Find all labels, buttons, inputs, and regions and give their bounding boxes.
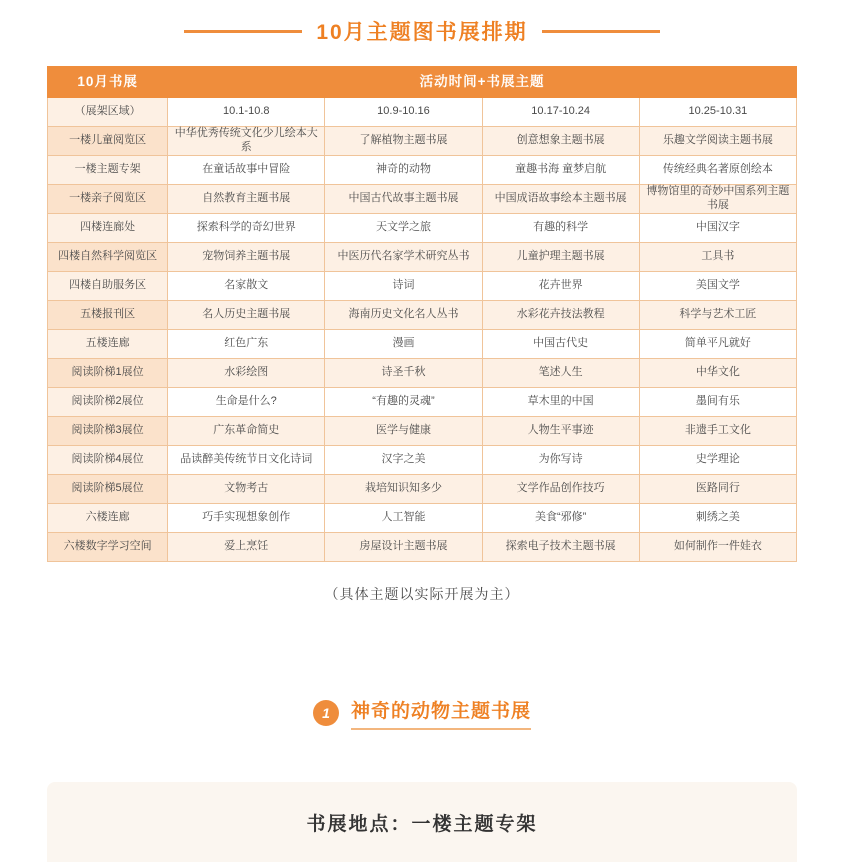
table-cell: 中华文化 xyxy=(639,359,796,388)
table-cell: 简单平凡就好 xyxy=(639,330,796,359)
table-cell: 为你写诗 xyxy=(482,446,639,475)
table-row-area: 四楼连廊处 xyxy=(48,214,168,243)
table-cell: 生命是什么? xyxy=(168,388,325,417)
table-subheader-date-0: 10.1-10.8 xyxy=(168,98,325,127)
table-cell: 诗词 xyxy=(325,272,482,301)
table-row xyxy=(48,446,797,475)
table-cell: 文物考古 xyxy=(168,475,325,504)
table-cell: 文学作品创作技巧 xyxy=(482,475,639,504)
section-badge: 1 xyxy=(313,700,339,726)
table-cell: 传统经典名著原创绘本 xyxy=(639,156,796,185)
schedule-table-wrapper xyxy=(47,66,797,562)
table-cell: 宠物饲养主题书展 xyxy=(168,243,325,272)
section-title: 神奇的动物主题书展 xyxy=(350,701,531,722)
table-cell: 中国古代史 xyxy=(482,330,639,359)
table-subheader-date-1: 10.9-10.16 xyxy=(325,98,482,127)
table-cell: 墨间有乐 xyxy=(639,388,796,417)
table-row xyxy=(48,243,797,272)
table-subheader-date-3: 10.25-10.31 xyxy=(639,98,796,127)
table-cell: 天文学之旅 xyxy=(325,214,482,243)
table-cell: 非遗手工文化 xyxy=(639,417,796,446)
table-row-area: 五楼报刊区 xyxy=(48,301,168,330)
table-subheader-row xyxy=(48,98,797,127)
table-cell: 童趣书海 童梦启航 xyxy=(482,156,639,185)
table-cell: 在童话故事中冒险 xyxy=(168,156,325,185)
table-cell: 科学与艺术工匠 xyxy=(639,301,796,330)
table-cell: 诗圣千秋 xyxy=(325,359,482,388)
table-row xyxy=(48,359,797,388)
table-cell: 花卉世界 xyxy=(482,272,639,301)
table-row xyxy=(48,214,797,243)
table-subheader-area: （展架区域） xyxy=(48,98,168,127)
table-cell: 创意想象主题书展 xyxy=(482,127,639,156)
table-row xyxy=(48,388,797,417)
table-header xyxy=(48,67,797,98)
table-cell: 刺绣之美 xyxy=(639,504,796,533)
table-note: （具体主题以实际开展为主） xyxy=(324,586,520,602)
table-cell: 如何制作一件娃衣 xyxy=(639,533,796,562)
table-row xyxy=(48,185,797,214)
table-cell: 探索科学的奇幻世界 xyxy=(168,214,325,243)
table-row-area: 五楼连廊 xyxy=(48,330,168,359)
table-row xyxy=(48,475,797,504)
table-cell: 神奇的动物 xyxy=(325,156,482,185)
table-row-area: 六楼数字学习空间 xyxy=(48,533,168,562)
table-cell: 汉字之美 xyxy=(325,446,482,475)
table-cell: 史学理论 xyxy=(639,446,796,475)
table-cell: 工具书 xyxy=(639,243,796,272)
table-row xyxy=(48,417,797,446)
table-row-area: 一楼儿童阅览区 xyxy=(48,127,168,156)
page-title: 10月主题图书展排期 xyxy=(316,21,528,44)
table-cell: 人物生平事迹 xyxy=(482,417,639,446)
table-cell: 自然教育主题书展 xyxy=(168,185,325,214)
table-cell: 品读醉美传统节日文化诗词 xyxy=(168,446,325,475)
table-cell: 儿童护理主题书展 xyxy=(482,243,639,272)
table-cell: 人工智能 xyxy=(325,504,482,533)
table-cell: 医学与健康 xyxy=(325,417,482,446)
table-cell: 名家散文 xyxy=(168,272,325,301)
table-row xyxy=(48,272,797,301)
section-title-box xyxy=(351,696,531,730)
table-cell: 水彩绘图 xyxy=(168,359,325,388)
table-body xyxy=(48,98,797,562)
venue-card xyxy=(47,782,797,862)
section-underline xyxy=(351,728,531,730)
table-row-area: 阅读阶梯2展位 xyxy=(48,388,168,417)
title-rule-left xyxy=(184,30,302,33)
table-row xyxy=(48,504,797,533)
table-cell: 笔述人生 xyxy=(482,359,639,388)
table-cell: 巧手实现想象创作 xyxy=(168,504,325,533)
table-cell: 探索电子技术主题书展 xyxy=(482,533,639,562)
table-row xyxy=(48,156,797,185)
table-cell: 草木里的中国 xyxy=(482,388,639,417)
table-row-area: 阅读阶梯4展位 xyxy=(48,446,168,475)
table-row-area: 阅读阶梯1展位 xyxy=(48,359,168,388)
table-row-area: 阅读阶梯5展位 xyxy=(48,475,168,504)
table-header-theme: 活动时间+书展主题 xyxy=(168,67,797,98)
table-cell: 博物馆里的奇妙中国系列主题书展 xyxy=(639,185,796,214)
table-cell: 海南历史文化名人丛书 xyxy=(325,301,482,330)
section-heading xyxy=(0,696,844,730)
table-cell: 中医历代名家学术研究丛书 xyxy=(325,243,482,272)
page-title-row xyxy=(0,0,844,46)
table-row-area: 一楼亲子阅览区 xyxy=(48,185,168,214)
table-subheader-date-2: 10.17-10.24 xyxy=(482,98,639,127)
table-cell: 广东革命简史 xyxy=(168,417,325,446)
title-rule-right xyxy=(542,30,660,33)
table-cell: 医路同行 xyxy=(639,475,796,504)
table-row xyxy=(48,301,797,330)
table-row-area: 四楼自助服务区 xyxy=(48,272,168,301)
table-row-area: 阅读阶梯3展位 xyxy=(48,417,168,446)
table-row xyxy=(48,127,797,156)
table-cell: 爱上烹饪 xyxy=(168,533,325,562)
table-cell: 美国文学 xyxy=(639,272,796,301)
table-cell: “有趣的灵魂” xyxy=(325,388,482,417)
table-cell: 红色广东 xyxy=(168,330,325,359)
table-cell: 中国汉字 xyxy=(639,214,796,243)
table-cell: 中国成语故事绘本主题书展 xyxy=(482,185,639,214)
schedule-table xyxy=(47,66,797,562)
table-cell: 中华优秀传统文化少儿绘本大系 xyxy=(168,127,325,156)
table-cell: 漫画 xyxy=(325,330,482,359)
table-cell: 美食“邪修” xyxy=(482,504,639,533)
table-cell: 栽培知识知多少 xyxy=(325,475,482,504)
table-header-area: 10月书展 xyxy=(48,67,168,98)
table-cell: 房屋设计主题书展 xyxy=(325,533,482,562)
table-row-area: 四楼自然科学阅览区 xyxy=(48,243,168,272)
table-cell: 乐趣文学阅读主题书展 xyxy=(639,127,796,156)
table-cell: 水彩花卉技法教程 xyxy=(482,301,639,330)
table-cell: 中国古代故事主题书展 xyxy=(325,185,482,214)
table-row-area: 一楼主题专架 xyxy=(48,156,168,185)
table-row-area: 六楼连廊 xyxy=(48,504,168,533)
table-row xyxy=(48,533,797,562)
table-cell: 了解植物主题书展 xyxy=(325,127,482,156)
table-row xyxy=(48,330,797,359)
table-cell: 名人历史主题书展 xyxy=(168,301,325,330)
table-cell: 有趣的科学 xyxy=(482,214,639,243)
table-header-row xyxy=(48,67,797,98)
venue-text: 书展地点：一楼主题专架 xyxy=(306,813,538,835)
